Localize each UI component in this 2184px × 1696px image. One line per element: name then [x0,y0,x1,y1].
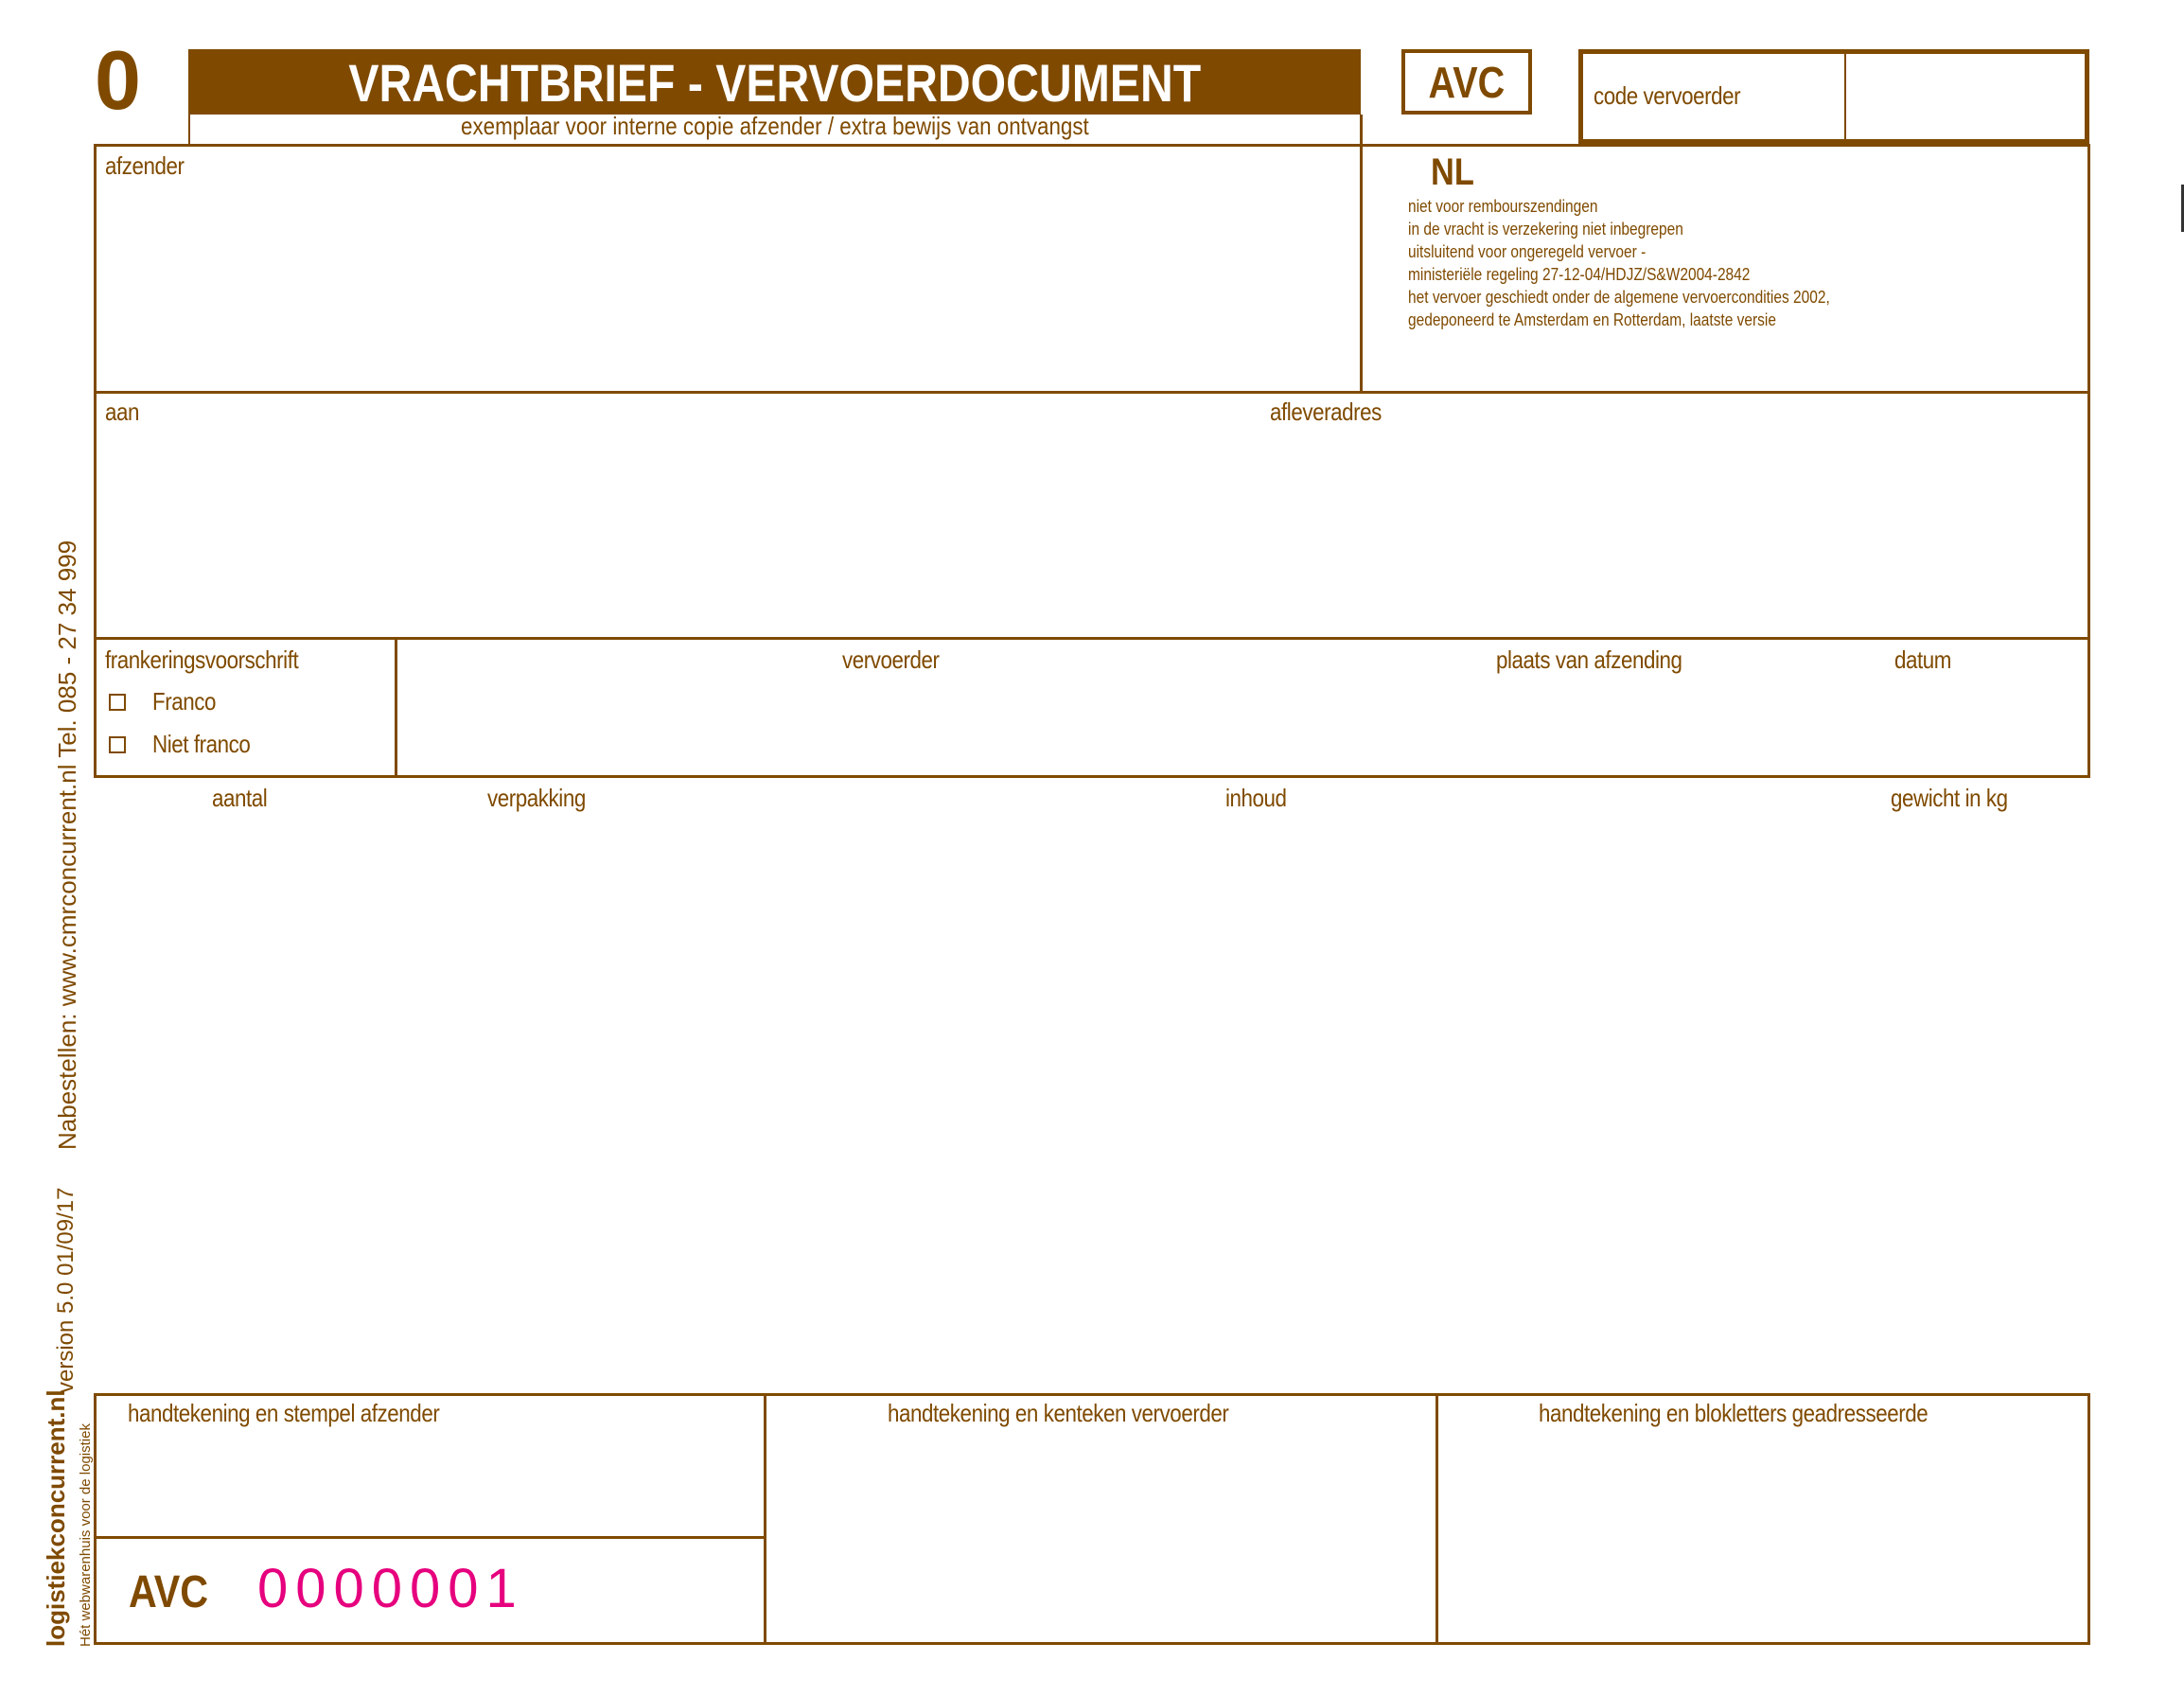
sender-signature-label: handtekening en stempel afzender [128,1399,440,1427]
notice-line: gedeponeerd te Amsterdam en Rotterdam, laatste versie [1408,310,1776,329]
delivery-address-label: afleveradres [1270,398,1382,426]
date-field[interactable] [1893,677,2082,771]
niet-franco-checkbox[interactable] [109,736,126,753]
carrier-code-field[interactable] [1849,54,2085,139]
logo-text: logistiekconcurrent.nl [42,1389,70,1647]
sender-field[interactable] [97,185,1355,388]
delivery-address-field[interactable] [1268,431,2082,634]
version-text: version 5.0 01/09/17 [53,1187,79,1393]
carrier-code-divider [1844,54,1846,139]
postage-divider [395,638,397,778]
document-title: VRACHTBRIEF - VERVOERDOCUMENT [348,53,1201,113]
document-subtitle [188,112,1361,141]
niet-franco-label: Niet franco [152,730,251,758]
column-header-weight: gewicht in kg [1891,784,2008,812]
place-of-dispatch-label: plaats van afzending [1496,645,1682,674]
reorder-contact-text: Nabestellen: www.cmrconcurrent.nl Tel. 085 - 27 34 999 [53,539,81,1150]
column-header-contents: inhoud [1225,784,1287,812]
serial-divider [94,1536,766,1539]
copy-number: 0 [95,33,141,127]
row-divider [94,637,2090,640]
notice-line: in de vracht is verzekering niet inbegrepen [1408,220,1683,238]
sender-signature-field[interactable] [97,1434,759,1533]
serial-number: 0000001 [257,1558,524,1619]
carrier-field[interactable] [402,677,1481,771]
series-code: AVC [1428,58,1506,107]
carrier-signature-label: handtekening en kenteken vervoerder [888,1399,1229,1427]
row-divider [94,391,2090,394]
carrier-signature-field[interactable] [768,1434,1431,1640]
date-label: datum [1894,645,1951,674]
franco-checkbox[interactable] [109,694,126,711]
country-code: NL [1431,151,1474,193]
column-header-quantity: aantal [212,784,268,812]
series-code-box [1401,49,1532,115]
place-of-dispatch-field[interactable] [1490,677,1888,771]
consignee-signature-field[interactable] [1440,1434,2086,1640]
recipient-field[interactable] [97,431,1260,634]
franco-label: Franco [152,687,217,716]
notice-line: niet voor rembourszendingen [1408,197,1598,216]
column-header-packaging: verpakking [487,784,586,812]
carrier-label: vervoerder [842,645,940,674]
signature-divider [764,1393,766,1645]
sender-notice-divider [1360,115,1363,392]
recipient-label: aan [105,398,140,426]
signature-divider [1435,1393,1438,1645]
sender-label: afzender [105,151,185,180]
document-title-bar [188,49,1361,115]
notice-line: het vervoer geschiedt onder de algemene vervoercondities 2002, [1408,288,1830,307]
notice-line: uitsluitend voor ongeregeld vervoer - [1408,242,1647,261]
serial-prefix: AVC [129,1567,209,1617]
consignee-signature-label: handtekening en blokletters geadresseerde [1539,1399,1929,1427]
goods-table-area[interactable] [95,823,2089,1382]
carrier-code-label: code vervoerder [1594,81,1741,110]
notice-line: ministeriële regeling 27-12-04/HDJZ/S&W2004-2842 [1408,265,1751,284]
subtitle-text: exemplaar voor interne copie afzender / extra bewijs van ontvangst [460,112,1089,140]
logo-tagline: Hét webwarenhuis voor de logistiek [78,1423,94,1647]
postage-label: frankeringsvoorschrift [105,645,299,674]
